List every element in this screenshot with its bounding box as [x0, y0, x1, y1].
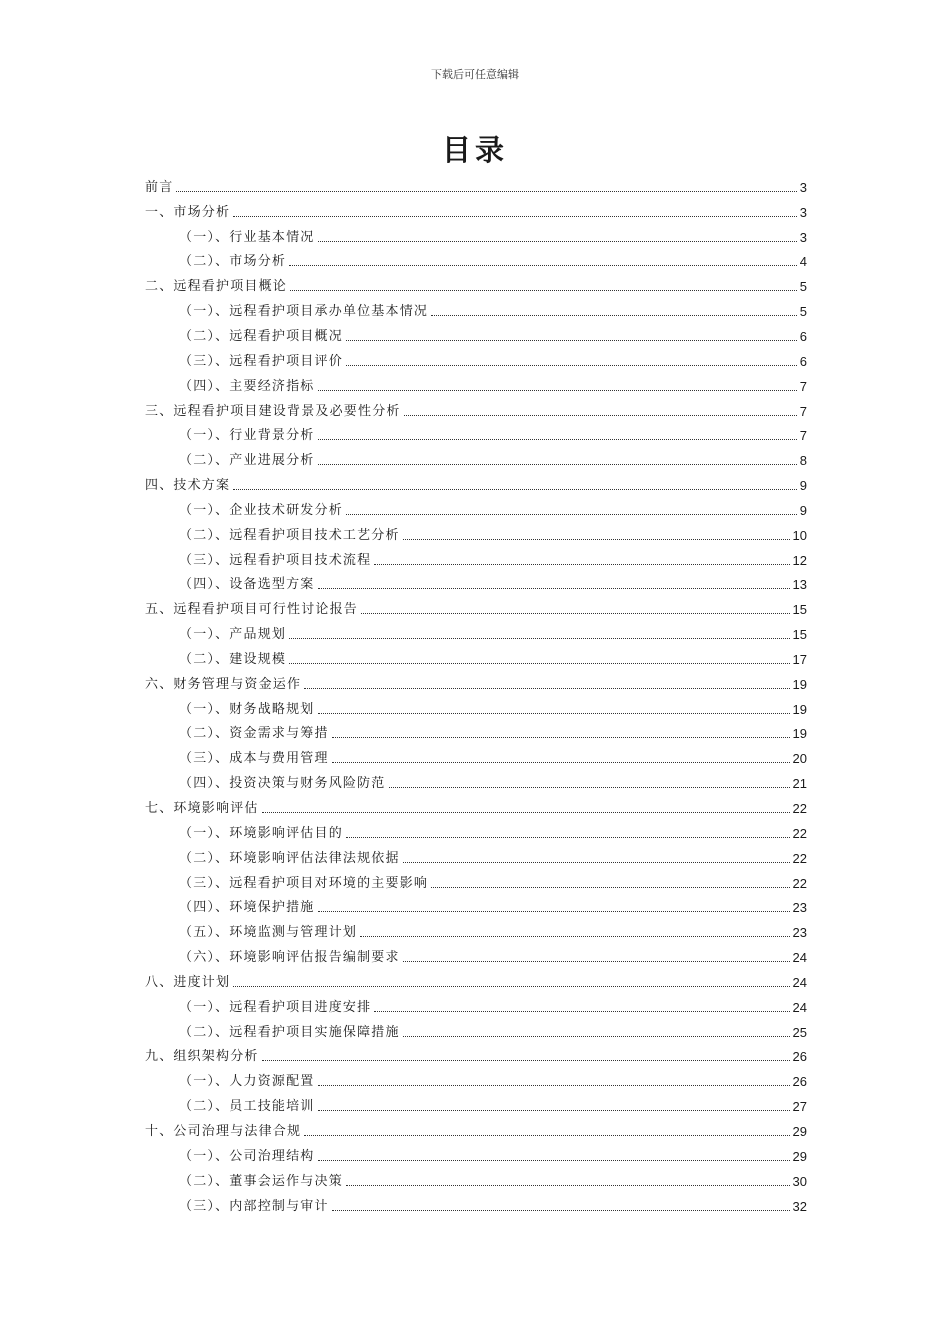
toc-dot-leader	[404, 415, 797, 416]
toc-subentry[interactable]	[145, 523, 807, 548]
toc-entry-label: （一）、远程看护项目进度安排	[179, 999, 372, 1015]
toc-subentry[interactable]	[145, 846, 807, 871]
toc-page-number: 19	[792, 676, 807, 692]
toc-page-number: 26	[792, 1074, 807, 1090]
toc-entry-label: （四）、环境保护措施	[179, 900, 315, 916]
toc-page-number: 9	[799, 502, 807, 518]
toc-entry-label: （二）、董事会运作与决策	[179, 1173, 343, 1189]
toc-page-number: 6	[799, 353, 807, 369]
toc-dot-leader	[374, 564, 789, 565]
toc-entry-label: （三）、远程看护项目对环境的主要影响	[179, 875, 429, 891]
toc-subentry[interactable]	[145, 250, 807, 275]
toc-page-number: 9	[799, 478, 807, 494]
toc-page-number: 22	[792, 825, 807, 841]
toc-dot-leader	[318, 588, 790, 589]
toc-dot-leader	[304, 1135, 789, 1136]
toc-dot-leader	[318, 1160, 790, 1161]
toc-subentry[interactable]	[145, 995, 807, 1020]
toc-page-number: 22	[792, 875, 807, 891]
toc-entry[interactable]	[145, 473, 807, 498]
toc-entry-label: （四）、设备选型方案	[179, 577, 315, 593]
toc-entry-label: 五、远程看护项目可行性讨论报告	[145, 602, 359, 618]
toc-subentry[interactable]	[145, 1194, 807, 1219]
toc-dot-leader	[262, 1060, 790, 1061]
toc-page-number: 10	[792, 527, 807, 543]
toc-entry-label: （二）、远程看护项目概况	[179, 328, 343, 344]
toc-entry-label: （四）、投资决策与财务风险防范	[179, 776, 386, 792]
toc-page-number: 32	[792, 1198, 807, 1214]
toc-dot-leader	[318, 1085, 790, 1086]
toc-subentry[interactable]	[145, 1144, 807, 1169]
toc-page-number: 20	[792, 751, 807, 767]
toc-page-number: 23	[792, 900, 807, 916]
toc-dot-leader	[318, 390, 797, 391]
toc-subentry[interactable]	[145, 697, 807, 722]
toc-page-number: 17	[792, 651, 807, 667]
toc-subentry[interactable]	[145, 1069, 807, 1094]
toc-dot-leader	[346, 340, 797, 341]
toc-entry[interactable]	[145, 970, 807, 995]
toc-entry-label: （二）、产业进展分析	[179, 453, 315, 469]
toc-subentry[interactable]	[145, 1094, 807, 1119]
toc-subentry[interactable]	[145, 349, 807, 374]
toc-entry[interactable]	[145, 200, 807, 225]
toc-dot-leader	[318, 713, 790, 714]
toc-dot-leader	[289, 265, 797, 266]
toc-entry-label: （二）、环境影响评估法律法规依据	[179, 850, 400, 866]
toc-dot-leader	[289, 638, 789, 639]
toc-subentry[interactable]	[145, 895, 807, 920]
toc-entry[interactable]	[145, 796, 807, 821]
page-title: 目录	[441, 133, 508, 167]
toc-subentry[interactable]	[145, 945, 807, 970]
toc-dot-leader	[431, 887, 789, 888]
toc-page-number: 15	[792, 627, 807, 643]
toc-page-number: 5	[799, 279, 807, 295]
toc-entry-label: （一）、行业基本情况	[179, 229, 315, 245]
toc-dot-leader	[403, 961, 790, 962]
toc-entry-label: （四）、主要经济指标	[179, 378, 315, 394]
toc-page-number: 12	[792, 552, 807, 568]
toc-dot-leader	[233, 986, 789, 987]
toc-dot-leader	[318, 464, 797, 465]
toc-dot-leader	[403, 862, 790, 863]
toc-dot-leader	[374, 1011, 789, 1012]
toc-page-number: 6	[799, 328, 807, 344]
toc-entry[interactable]	[145, 274, 807, 299]
toc-subentry[interactable]	[145, 498, 807, 523]
toc-subentry[interactable]	[145, 746, 807, 771]
toc-dot-leader	[389, 787, 790, 788]
toc-entry-label: （一）、财务战略规划	[179, 701, 315, 717]
toc-page-number: 13	[792, 577, 807, 593]
toc-page-number: 25	[792, 1024, 807, 1040]
toc-dot-leader	[176, 191, 796, 192]
toc-dot-leader	[431, 315, 797, 316]
toc-dot-leader	[318, 1110, 790, 1111]
toc-entry-label: 七、环境影响评估	[145, 801, 259, 817]
toc-entry-label: 前言	[145, 179, 174, 195]
toc-page-number: 3	[799, 229, 807, 245]
toc-dot-leader	[318, 439, 797, 440]
toc-subentry[interactable]	[145, 871, 807, 896]
toc-entry-label: 四、技术方案	[145, 478, 231, 494]
toc-subentry[interactable]	[145, 1169, 807, 1194]
toc-dot-leader	[262, 812, 790, 813]
toc-subentry[interactable]	[145, 324, 807, 349]
toc-page-number: 29	[792, 1148, 807, 1164]
toc-entry[interactable]	[145, 1119, 807, 1144]
toc-dot-leader	[403, 539, 790, 540]
toc-subentry[interactable]	[145, 548, 807, 573]
toc-entry-label: 二、远程看护项目概论	[145, 279, 288, 295]
toc-page-number: 5	[799, 304, 807, 320]
toc-subentry[interactable]	[145, 622, 807, 647]
toc-page-number: 22	[792, 850, 807, 866]
toc-page-number: 7	[799, 378, 807, 394]
toc-subentry[interactable]	[145, 821, 807, 846]
toc-entry-label: 六、财务管理与资金运作	[145, 676, 302, 692]
toc-page-number: 29	[792, 1123, 807, 1139]
toc-dot-leader	[332, 1210, 790, 1211]
toc-entry-label: （六）、环境影响评估报告编制要求	[179, 950, 400, 966]
toc-entry-label: （一）、行业背景分析	[179, 428, 315, 444]
toc-entry-label: （三）、远程看护项目技术流程	[179, 552, 372, 568]
toc-entry-label: 一、市场分析	[145, 204, 231, 220]
toc-entry-label: 八、进度计划	[145, 974, 231, 990]
toc-subentry[interactable]	[145, 647, 807, 672]
toc-entry[interactable]	[145, 175, 807, 200]
toc-page-number: 23	[792, 925, 807, 941]
toc-entry-label: （二）、员工技能培训	[179, 1099, 315, 1115]
toc-page-number: 4	[799, 254, 807, 270]
toc-subentry[interactable]	[145, 722, 807, 747]
toc-page-number: 27	[792, 1099, 807, 1115]
toc-entry-label: （一）、环境影响评估目的	[179, 825, 343, 841]
toc-page-number: 7	[799, 403, 807, 419]
toc-dot-leader	[318, 241, 797, 242]
toc-entry-label: （一）、公司治理结构	[179, 1148, 315, 1164]
toc-page-number: 3	[799, 179, 807, 195]
toc-entry[interactable]	[145, 672, 807, 697]
toc-dot-leader	[332, 762, 790, 763]
toc-entry-label: （五）、环境监测与管理计划	[179, 925, 358, 941]
toc-subentry[interactable]	[145, 573, 807, 598]
toc-dot-leader	[304, 688, 789, 689]
toc-entry[interactable]	[145, 399, 807, 424]
toc-dot-leader	[346, 837, 790, 838]
toc-dot-leader	[360, 936, 789, 937]
toc-entry-label: 三、远程看护项目建设背景及必要性分析	[145, 403, 401, 419]
toc-entry-label: 十、公司治理与法律合规	[145, 1123, 302, 1139]
toc-dot-leader	[332, 737, 790, 738]
toc-entry-label: （二）、资金需求与筹措	[179, 726, 329, 742]
toc-subentry[interactable]	[145, 423, 807, 448]
toc-page-number: 19	[792, 701, 807, 717]
toc-page-number: 24	[792, 950, 807, 966]
toc-page-number: 26	[792, 1049, 807, 1065]
toc-page-number: 19	[792, 726, 807, 742]
toc-dot-leader	[318, 911, 790, 912]
toc-dot-leader	[361, 613, 790, 614]
toc-subentry[interactable]	[145, 299, 807, 324]
toc-entry-label: （一）、企业技术研发分析	[179, 502, 343, 518]
toc-entry-label: 九、组织架构分析	[145, 1049, 259, 1065]
toc-entry[interactable]	[145, 597, 807, 622]
toc-dot-leader	[290, 290, 797, 291]
toc-entry-label: （三）、内部控制与审计	[179, 1198, 329, 1214]
toc-entry-label: （二）、远程看护项目实施保障措施	[179, 1024, 400, 1040]
toc-page-number: 15	[792, 602, 807, 618]
table-of-contents	[145, 175, 807, 1218]
toc-entry-label: （一）、远程看护项目承办单位基本情况	[179, 304, 429, 320]
toc-dot-leader	[233, 489, 797, 490]
header-note: 下载后可任意编辑	[431, 68, 519, 81]
toc-subentry[interactable]	[145, 448, 807, 473]
toc-subentry[interactable]	[145, 1020, 807, 1045]
toc-entry-label: （三）、成本与费用管理	[179, 751, 329, 767]
toc-entry-label: （一）、人力资源配置	[179, 1074, 315, 1090]
toc-dot-leader	[346, 365, 797, 366]
toc-subentry[interactable]	[145, 374, 807, 399]
toc-entry-label: （二）、市场分析	[179, 254, 287, 270]
toc-page-number: 30	[792, 1173, 807, 1189]
toc-entry[interactable]	[145, 1045, 807, 1070]
toc-page-number: 22	[792, 801, 807, 817]
toc-page-number: 24	[792, 974, 807, 990]
toc-page-number: 8	[799, 453, 807, 469]
toc-dot-leader	[346, 514, 797, 515]
toc-subentry[interactable]	[145, 771, 807, 796]
toc-page-number: 24	[792, 999, 807, 1015]
toc-dot-leader	[289, 663, 789, 664]
toc-page-number: 21	[792, 776, 807, 792]
toc-page-number: 3	[799, 204, 807, 220]
toc-subentry[interactable]	[145, 225, 807, 250]
toc-page-number: 7	[799, 428, 807, 444]
toc-dot-leader	[233, 216, 797, 217]
toc-dot-leader	[346, 1185, 790, 1186]
toc-dot-leader	[403, 1036, 790, 1037]
toc-entry-label: （二）、建设规模	[179, 651, 287, 667]
toc-entry-label: （一）、产品规划	[179, 627, 287, 643]
toc-subentry[interactable]	[145, 920, 807, 945]
toc-entry-label: （二）、远程看护项目技术工艺分析	[179, 527, 400, 543]
toc-entry-label: （三）、远程看护项目评价	[179, 353, 343, 369]
